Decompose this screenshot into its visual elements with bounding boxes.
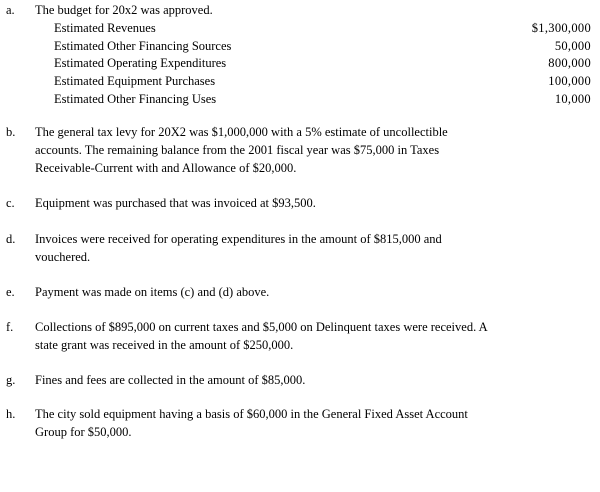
item-letter: g. — [6, 373, 16, 387]
budget-label: Estimated Revenues — [54, 21, 156, 35]
item-f — [0, 318, 600, 354]
item-d — [0, 230, 600, 266]
budget-label: Estimated Equipment Purchases — [54, 74, 216, 88]
item-text: Invoices were received for operating expenditures in the amount of $815,000 and vouchered. — [35, 232, 442, 264]
budget-row — [54, 19, 591, 37]
item-letter: h. — [6, 407, 16, 421]
item-c — [0, 194, 600, 212]
item-text: The budget for 20x2 was approved. — [35, 3, 213, 17]
budget-row — [54, 37, 591, 55]
budget-amount: $1,300,000 — [531, 21, 591, 35]
item-text: The general tax levy for 20X2 was $1,000,000 with a 5% estimate of uncollectible accounts. The remaining balance from the 2001 fiscal year was $75,000 in Taxes Receivable-Current with and Allowance of $20,000. — [35, 125, 448, 175]
item-letter: d. — [6, 232, 16, 246]
item-text: Equipment was purchased that was invoiced at $93,500. — [35, 196, 316, 210]
item-e — [0, 283, 600, 301]
item-a — [0, 1, 600, 107]
item-letter: f. — [6, 320, 14, 334]
budget-row — [54, 54, 591, 72]
item-letter: a. — [6, 3, 15, 17]
budget-row — [54, 90, 591, 108]
budget-label: Estimated Other Financing Sources — [54, 39, 232, 53]
item-h — [0, 405, 600, 441]
item-b — [0, 123, 600, 177]
item-text: The city sold equipment having a basis of $60,000 in the General Fixed Asset Account Group for $50,000. — [35, 407, 468, 439]
budget-amount: 800,000 — [548, 56, 591, 70]
item-g — [0, 371, 600, 389]
item-text: Fines and fees are collected in the amount of $85,000. — [35, 373, 306, 387]
item-text: Collections of $895,000 on current taxes and $5,000 on Delinquent taxes were received. A state grant was received in the amount of $250,000. — [35, 320, 488, 352]
item-letter: c. — [6, 196, 15, 210]
budget-label: Estimated Operating Expenditures — [54, 56, 227, 70]
budget-amount: 10,000 — [554, 92, 591, 106]
budget-amount: 50,000 — [554, 39, 591, 53]
budget-row — [54, 72, 591, 90]
budget-label: Estimated Other Financing Uses — [54, 92, 217, 106]
item-letter: e. — [6, 285, 15, 299]
item-text: Payment was made on items (c) and (d) above. — [35, 285, 270, 299]
budget-amount: 100,000 — [548, 74, 591, 88]
item-letter: b. — [6, 125, 16, 139]
